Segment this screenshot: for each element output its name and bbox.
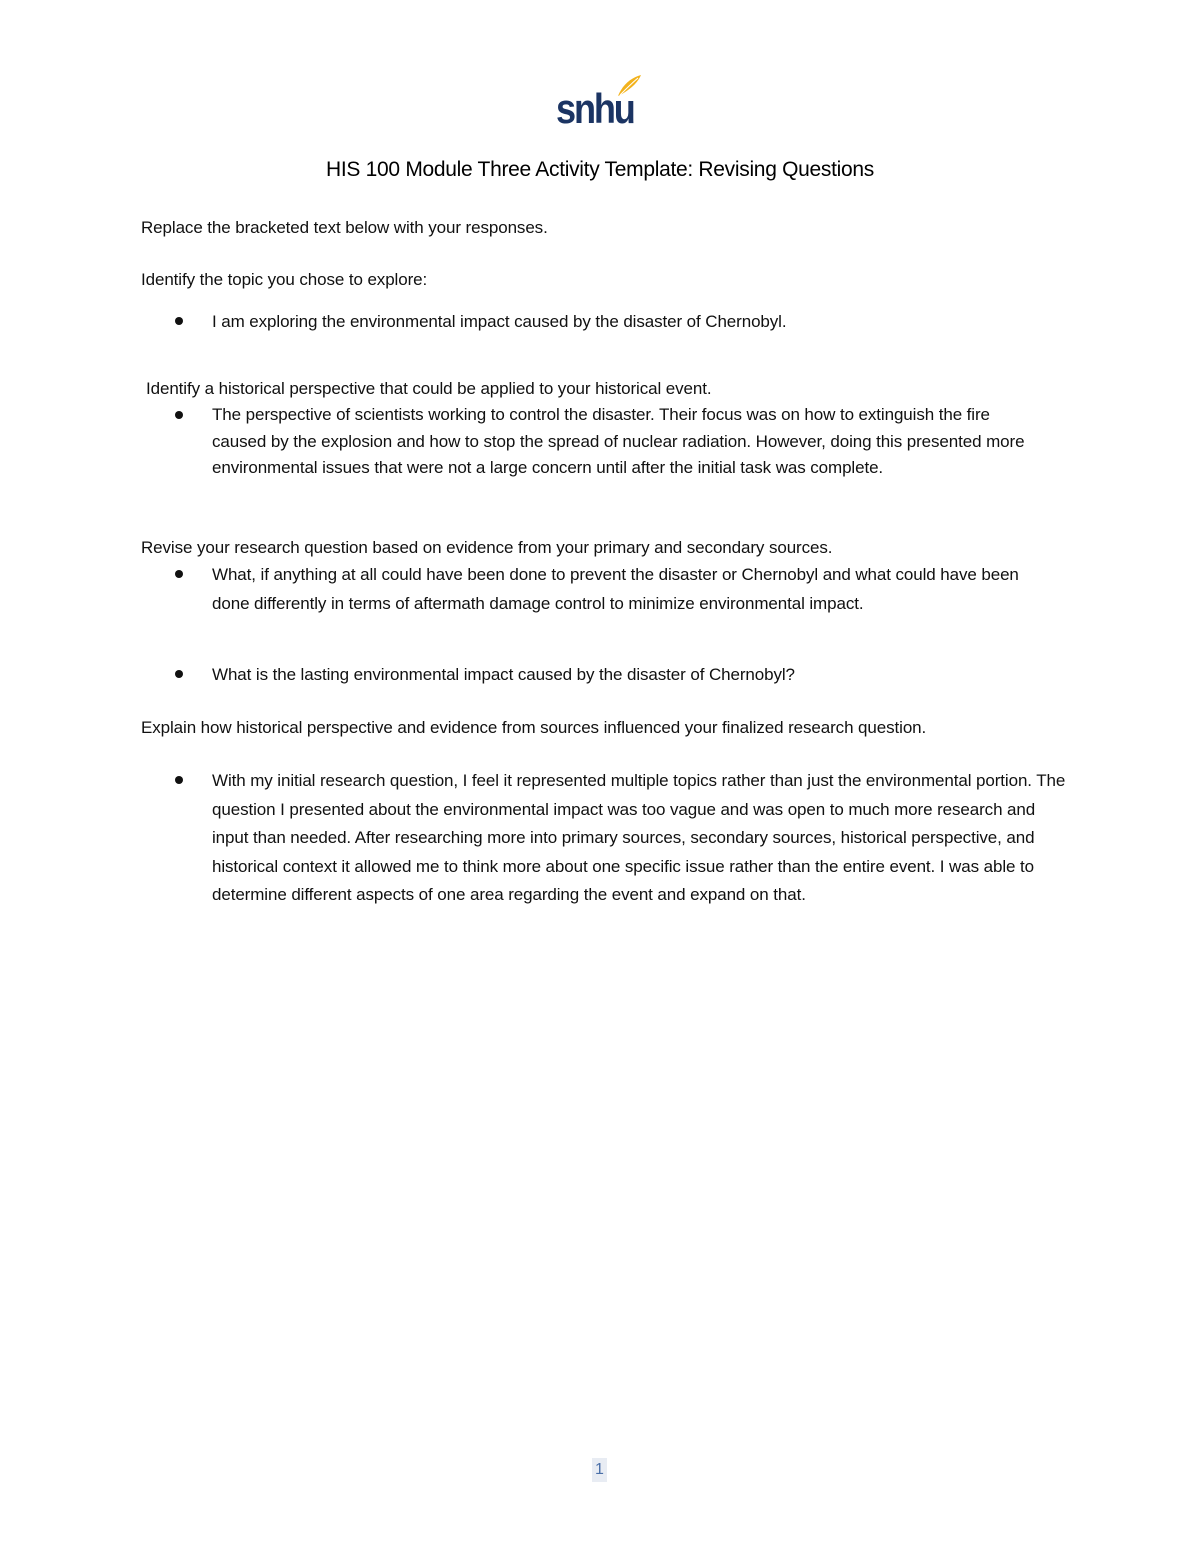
bullet-icon: [175, 776, 183, 784]
bullet-icon: [175, 670, 183, 678]
snhu-logo: [556, 74, 640, 132]
revised-question-1: What, if anything at all could have been done to prevent the disaster or Chernobyl and what could have been done differently in terms of aftermath damage control to minimize environmental impact.: [212, 565, 1019, 613]
revise-prompt: Revise your research question based on evidence from your primary and secondary sources.: [141, 538, 833, 557]
page-number: 1: [592, 1458, 607, 1482]
instructions-text: Replace the bracketed text below with your responses.: [141, 218, 548, 237]
topic-response: I am exploring the environmental impact caused by the disaster of Chernobyl.: [212, 312, 787, 331]
bullet-icon: [175, 411, 183, 419]
document-title: HIS 100 Module Three Activity Template: Revising Questions: [326, 158, 874, 181]
explain-prompt: Explain how historical perspective and evidence from sources influenced your finalized research question.: [141, 718, 927, 737]
logo-wordmark: snhu: [556, 85, 634, 132]
perspective-prompt: Identify a historical perspective that could be applied to your historical event.: [146, 379, 712, 398]
topic-prompt: Identify the topic you chose to explore:: [141, 270, 428, 289]
bullet-icon: [175, 317, 183, 325]
revised-question-2: What is the lasting environmental impact caused by the disaster of Chernobyl?: [212, 665, 795, 684]
bullet-icon: [175, 570, 183, 578]
perspective-response: The perspective of scientists working to control the disaster. Their focus was on how to extinguish the fire caused by the explosion and how to stop the spread of nuclear radiation. However, doing this presented more environmental issues that were not a large concern until after the initial task was complete.: [212, 405, 1025, 477]
explain-response: With my initial research question, I feel it represented multiple topics rather than just the environmental portion. The question I presented about the environmental impact was too vague and was open to much more research and input than needed. After researching more into primary sources, secondary sources, historical perspective, and historical context it allowed me to think more about one specific issue rather than the entire event. I was able to determine different aspects of one area regarding the event and expand on that.: [212, 771, 1066, 904]
